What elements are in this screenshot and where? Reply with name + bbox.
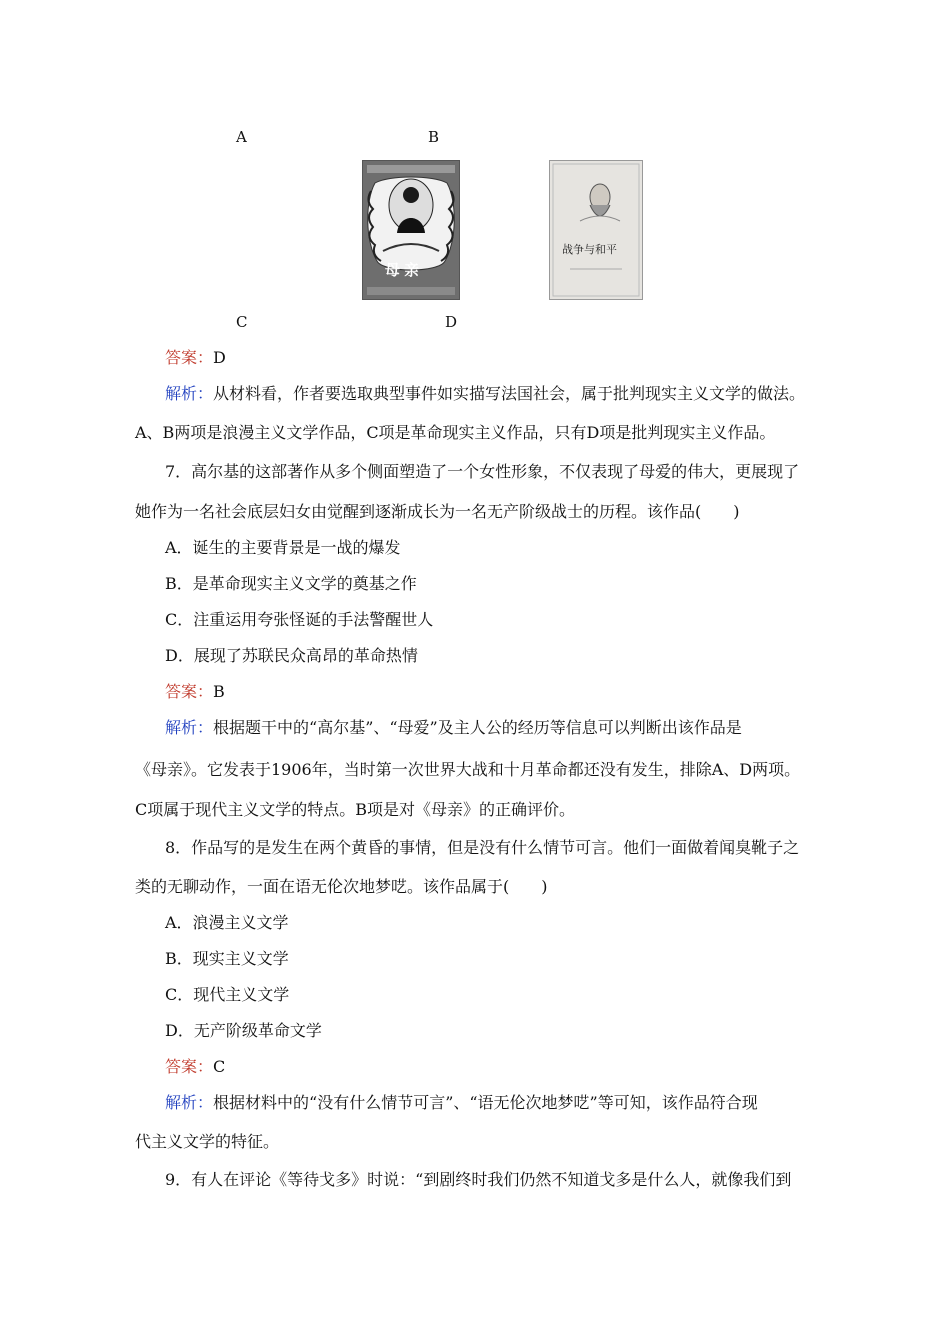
q6-analysis-line-2: A、B两项是浪漫主义文学作品，C项是革命现实主义作品，只有D项是批判现实主义作品。 xyxy=(135,423,776,442)
q7-analysis-line-3: C项属于现代主义文学的特点。B项是对《母亲》的正确评价。 xyxy=(135,800,576,819)
q7-stem-line-2: 她作为一名社会底层妇女由觉醒到逐渐成长为一名无产阶级战士的历程。该作品( ) xyxy=(135,502,740,521)
analysis-label: 解析： xyxy=(165,384,214,403)
analysis-label: 解析： xyxy=(165,718,214,737)
analysis-text: 根据材料中的“没有什么情节可言”、“语无伦次地梦呓”等可知，该作品符合现 xyxy=(213,1093,758,1112)
answer-value: B xyxy=(213,682,225,701)
analysis-text: 根据题干中的“高尔基”、“母爱”及主人公的经历等信息可以判断出该作品是 xyxy=(213,718,742,737)
q8-analysis-line-1 xyxy=(165,1093,758,1113)
q7-option-a: A．诞生的主要背景是一战的爆发 xyxy=(165,538,401,557)
book-cover-war-and-peace xyxy=(549,160,643,300)
q8-stem-line-1: 8．作品写的是发生在两个黄昏的事情，但是没有什么情节可言。他们一面做着闻臭靴子之 xyxy=(165,838,800,857)
book-title-mother: 母亲 xyxy=(385,261,424,279)
q8-option-a: A．浪漫主义文学 xyxy=(165,913,289,932)
q7-stem-line-1: 7．高尔基的这部著作从多个侧面塑造了一个女性形象，不仅表现了母爱的伟大，更展现了 xyxy=(165,462,800,481)
book-cover-mother xyxy=(362,160,460,300)
q7-answer xyxy=(165,682,225,702)
q8-option-b: B．现实主义文学 xyxy=(165,949,289,968)
q7-option-d: D．展现了苏联民众高昂的革命热情 xyxy=(165,646,418,665)
q7-analysis-line-1 xyxy=(165,718,742,738)
q6-analysis-line-1 xyxy=(165,384,805,404)
answer-label: 答案： xyxy=(165,348,214,367)
option-label-a: A xyxy=(236,128,247,146)
option-label-d: D xyxy=(445,313,458,331)
answer-label: 答案： xyxy=(165,1057,214,1076)
answer-label: 答案： xyxy=(165,682,214,701)
q8-option-c: C．现代主义文学 xyxy=(165,985,290,1004)
q6-answer xyxy=(165,348,226,368)
q8-option-d: D．无产阶级革命文学 xyxy=(165,1021,322,1040)
q7-option-c: C．注重运用夸张怪诞的手法警醒世人 xyxy=(165,610,434,629)
option-label-b: B xyxy=(428,128,440,146)
analysis-text: 从材料看，作者要选取典型事件如实描写法国社会，属于批判现实主义文学的做法。 xyxy=(213,384,806,403)
analysis-label: 解析： xyxy=(165,1093,214,1112)
book-title-war-and-peace: 战争与和平 xyxy=(562,243,617,256)
q7-analysis-line-2: 《母亲》。它发表于1906年，当时第一次世界大战和十月革命都还没有发生，排除A、D两项。 xyxy=(135,760,801,779)
q8-analysis-line-2: 代主义文学的特征。 xyxy=(135,1132,280,1151)
portrait-sketch-illustration xyxy=(550,161,642,299)
q9-stem-line-1: 9．有人在评论《等待戈多》时说：“到剧终时我们仍然不知道戈多是什么人，就像我们到 xyxy=(165,1170,792,1189)
answer-value: D xyxy=(213,348,226,367)
q8-answer xyxy=(165,1057,225,1077)
answer-value: C xyxy=(213,1057,226,1076)
q7-option-b: B．是革命现实主义文学的奠基之作 xyxy=(165,574,417,593)
q8-stem-line-2: 类的无聊动作，一面在语无伦次地梦呓。该作品属于( ) xyxy=(135,877,548,896)
option-label-c: C xyxy=(236,313,248,331)
